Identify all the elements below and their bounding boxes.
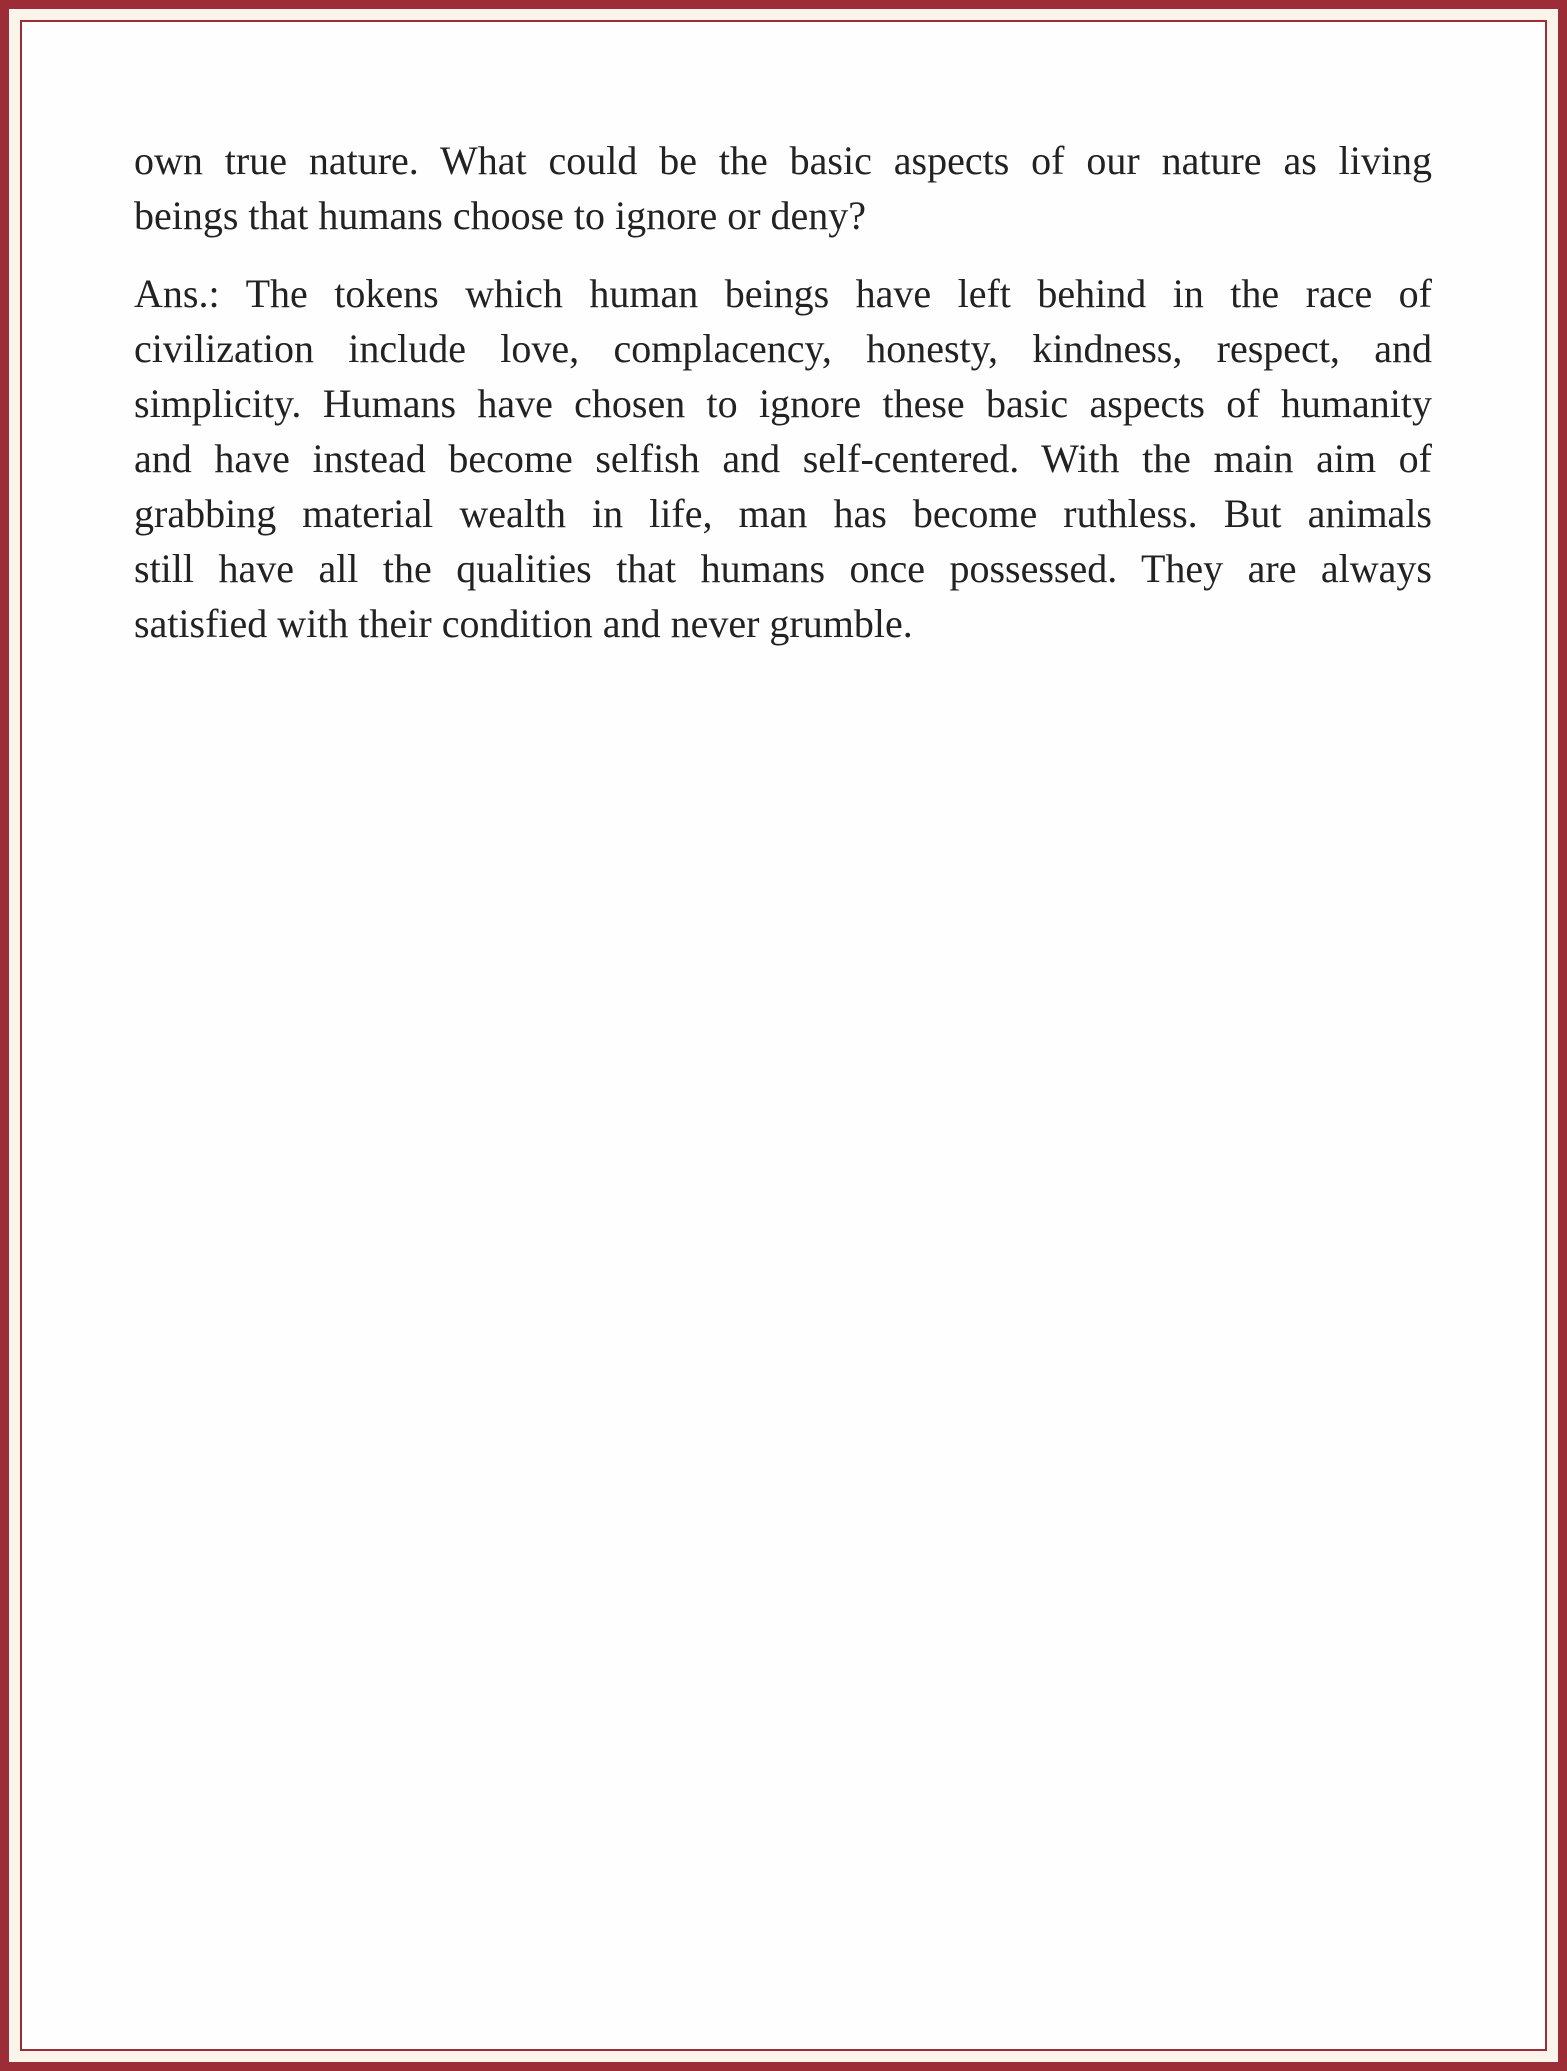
answer-line: simplicity. Humans have chosen to ignore these basic aspects of humanity [134,381,1432,426]
answer-line-text: The tokens which human beings have left behind in the race of [245,271,1432,316]
answer-label: Ans.: [134,271,220,316]
answer-line: still have all the qualities that humans once possessed. They are always [134,546,1432,591]
answer-line: grabbing material wealth in life, man has become ruthless. But animals [134,491,1432,536]
answer-paragraph [134,266,1432,651]
answer-line-first [134,266,1432,321]
question-line: own true nature. What could be the basic aspects of our nature as living [134,138,1432,183]
answer-line: and have instead become selfish and self-centered. With the main aim of [134,436,1432,481]
answer-line: satisfied with their condition and never grumble. [134,601,913,646]
question-paragraph [134,133,1432,243]
question-line: beings that humans choose to ignore or deny? [134,193,867,238]
answer-line: civilization include love, complacency, honesty, kindness, respect, and [134,326,1432,371]
